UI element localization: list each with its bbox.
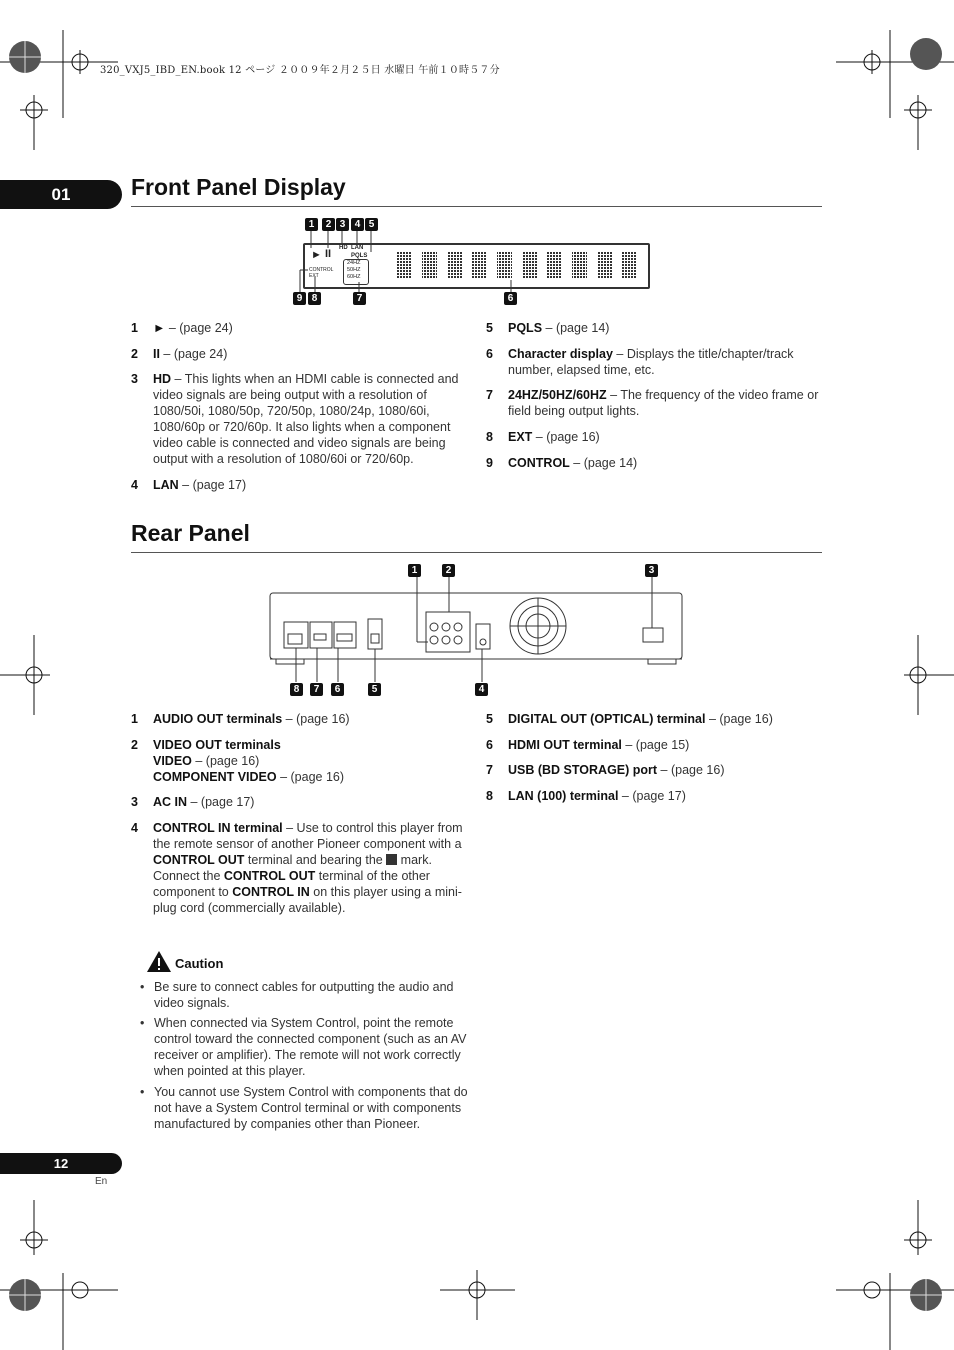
front-item-3: 3 HD – This lights when an HDMI cable is connected and video signals are being output with a resolution of 1080/50i, 1080/50p, 720/50p, 1080/24p, 1080/60i, 1080/60p or 720/60p. It also lights when a component video cable is connected and video signals are being output with a resolution of 1080/60i or 720/60p.: [131, 372, 459, 466]
front-item-6: 6 Character display – Displays the title/chapter/track number, elapsed time, etc.: [486, 347, 794, 377]
front-item-5: 5 PQLS – (page 14): [486, 321, 610, 335]
hd-indicator: HD: [339, 245, 348, 251]
callout-3: 3: [336, 218, 349, 231]
front-item-9: 9 CONTROL – (page 14): [486, 456, 638, 470]
warning-icon: [146, 950, 172, 973]
rear-item-5: 5 DIGITAL OUT (OPTICAL) terminal – (page 16): [486, 712, 773, 726]
callout-8: 8: [290, 683, 303, 696]
hz60-indicator: 60HZ: [347, 274, 361, 280]
callout-1: 1: [305, 218, 318, 231]
callout-4: 4: [351, 218, 364, 231]
callout-2: 2: [322, 218, 335, 231]
front-item-4: 4 LAN – (page 17): [131, 478, 247, 492]
ext-indicator: EXT: [309, 273, 319, 279]
play-indicator: ►: [311, 249, 322, 261]
section-divider: [131, 206, 822, 207]
callout-7: 7: [310, 683, 323, 696]
rear-item-1: 1 AUDIO OUT terminals – (page 16): [131, 712, 350, 726]
rear-item-7: 7 USB (BD STORAGE) port – (page 16): [486, 763, 725, 777]
caution-title: Caution: [175, 956, 224, 971]
caution-bullet: • Be sure to connect cables for outputting the audio and video signals.: [140, 980, 454, 1010]
callout-3: 3: [645, 564, 658, 577]
callout-7: 7: [353, 292, 366, 305]
front-item-7: 7 24HZ/50HZ/60HZ – The frequency of the video frame or field being output lights.: [486, 388, 819, 418]
language-label: En: [95, 1176, 108, 1187]
hz24-indicator: 24HZ: [347, 260, 361, 266]
pause-indicator: II: [325, 248, 332, 260]
callout-9: 9: [293, 292, 306, 305]
caution-bullet: • When connected via System Control, point the remote control toward the connected component (such as an AV receiver or amplifier). The remote will not work correctly when pointed at this player.: [140, 1016, 467, 1078]
print-header: 320_VXJ5_IBD_EN.book 12 ページ ２００９年２月２５日 水曜日 午前１０時５７分: [100, 65, 500, 76]
callout-6: 6: [504, 292, 517, 305]
caution-bullet: • You cannot use System Control with components that do not have a System Control terminal or with components manufactured by companies other than Pioneer.: [140, 1085, 468, 1131]
rear-panel-diagram: [268, 562, 688, 700]
callout-8: 8: [308, 292, 321, 305]
control-indicator: CONTROL: [309, 267, 334, 273]
page-number-tab: 12: [0, 1153, 122, 1174]
section-divider: [131, 552, 822, 553]
rear-item-4: 4 CONTROL IN terminal – Use to control this player from the remote sensor of another Pioneer component with a CONTROL OUT terminal and bearing the mark. Connect the CONTROL OUT terminal of the other component to CONTROL IN on this player using a mini-plug cord (commercially available).: [131, 821, 463, 915]
pqls-indicator: PQLS: [351, 253, 368, 259]
rear-item-2: 2 VIDEO OUT terminals VIDEO – (page 16) COMPONENT VIDEO – (page 16): [131, 738, 345, 784]
front-panel-diagram: [293, 216, 653, 308]
rear-item-8: 8 LAN (100) terminal – (page 17): [486, 789, 686, 803]
player-rear-illustration: [268, 562, 688, 700]
rear-item-3: 3 AC IN – (page 17): [131, 795, 255, 809]
rear-item-6: 6 HDMI OUT terminal – (page 15): [486, 738, 690, 752]
front-item-8: 8 EXT – (page 16): [486, 430, 600, 444]
front-item-2: 2 II – (page 24): [131, 347, 228, 361]
lan-indicator: LAN: [351, 245, 364, 251]
front-item-1: 1 ► – (page 24): [131, 321, 233, 335]
rear-panel-title: Rear Panel: [131, 520, 250, 546]
callout-5: 5: [368, 683, 381, 696]
chapter-number-tab: 01: [0, 180, 122, 209]
callout-1: 1: [408, 564, 421, 577]
sr-logo-icon: [386, 854, 397, 865]
hz50-indicator: 50HZ: [347, 267, 361, 273]
callout-6: 6: [331, 683, 344, 696]
callout-5: 5: [365, 218, 378, 231]
front-panel-title: Front Panel Display: [131, 174, 346, 200]
callout-4: 4: [475, 683, 488, 696]
front-panel-leader-lines: [293, 216, 653, 308]
callout-2: 2: [442, 564, 455, 577]
